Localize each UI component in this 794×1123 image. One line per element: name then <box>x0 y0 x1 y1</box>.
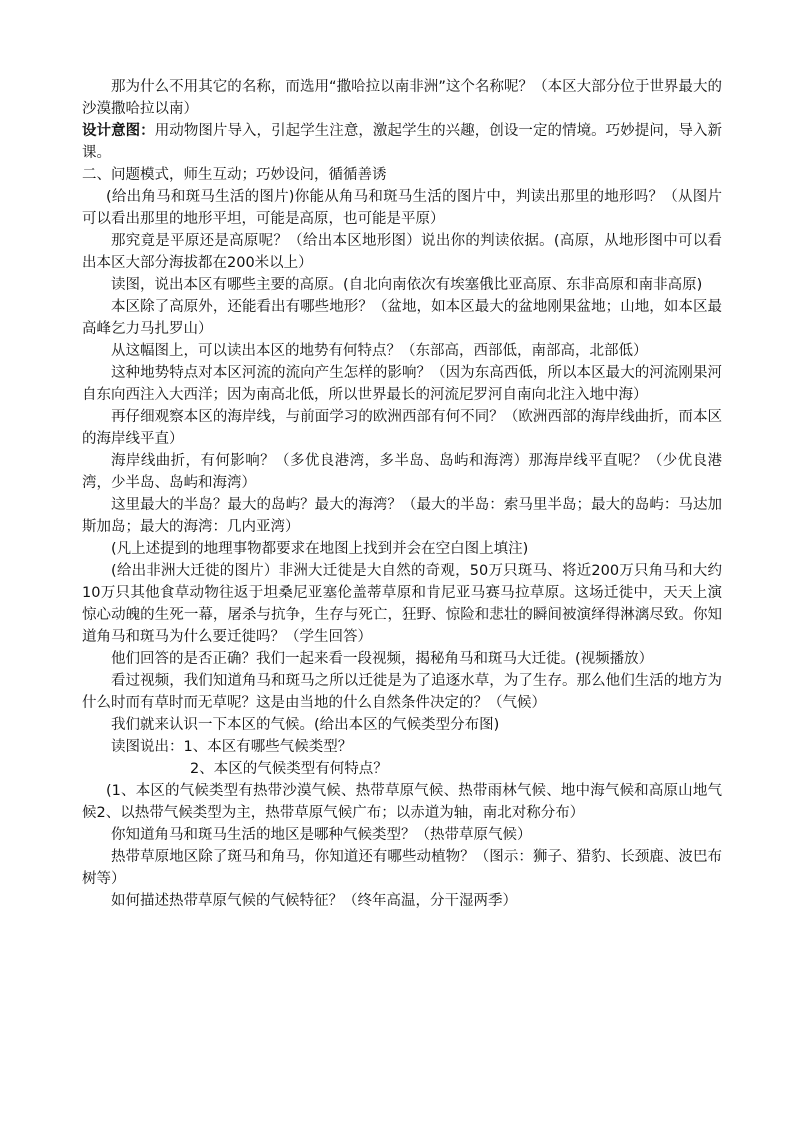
paragraph: 如何描述热带草原气候的气候特征？（终年高温，分干湿两季） <box>111 893 517 909</box>
paragraph: 本区除了高原外，还能看出有哪些地形？（盆地，如本区最大的盆地刚果盆地；山地，如本区最高峰乞力马扎罗山） <box>82 299 722 337</box>
paragraph: 看过视频，我们知道角马和斑马之所以迁徙是为了追逐水草，为了生存。那么他们生活的地方为什么时而有草时而无草呢？这是由当地的什么自然条件决定的？（气候） <box>82 673 722 711</box>
paragraph: 那究竟是平原还是高原呢？（给出本区地形图）说出你的判读依据。(高原，从地形图中可以看出本区大部分海拔都在200米以上） <box>82 233 722 271</box>
paragraph: 读图，说出本区有哪些主要的高原。(自北向南依次有埃塞俄比亚高原、东非高原和南非高原) <box>111 277 703 293</box>
question-item: 读图说出：1、本区有哪些气候类型？ <box>111 739 353 755</box>
paragraph: 这里最大的半岛？最大的岛屿？最大的海湾？（最大的半岛：索马里半岛；最大的岛屿：马达加斯加岛；最大的海湾：几内亚湾） <box>82 497 722 535</box>
paragraph: 他们回答的是否正确？我们一起来看一段视频，揭秘角马和斑马大迁徙。(视频播放） <box>111 651 654 667</box>
question-item: 2、本区的气候类型有何特点？ <box>190 761 388 777</box>
paragraph: (1、本区的气候类型有热带沙漠气候、热带草原气候、热带雨林气候、地中海气候和高原山地气候2、以热带气候类型为主，热带草原气候广布；以赤道为轴，南北对称分布） <box>82 783 722 821</box>
paragraph: (给出非洲大迁徙的图片）非洲大迁徙是大自然的奇观，50万只斑马、将近200万只角马和大约10万只其他食草动物往返于坦桑尼亚塞伦盖蒂草原和肯尼亚马赛马拉草原。这场迁徙中，天天上演惊心动魄的生死一幕，屠杀与抗争，生存与死亡，狂野、惊险和悲壮的瞬间被演绎得淋漓尽致。你知道角马和斑马为什么要迁徙吗？（学生回答） <box>82 563 722 645</box>
paragraph: 我们就来认识一下本区的气候。(给出本区的气候类型分布图) <box>111 717 500 733</box>
paragraph: 海岸线曲折，有何影响？（多优良港湾，多半岛、岛屿和海湾）那海岸线平直呢？（少优良港湾，少半岛、岛屿和海湾） <box>82 453 722 491</box>
paragraph: 热带草原地区除了斑马和角马，你知道还有哪些动植物？（图示：狮子、猎豹、长颈鹿、波巴布树等） <box>82 849 722 887</box>
design-intent-text: 用动物图片导入，引起学生注意，激起学生的兴趣，创设一定的情境。巧妙提问，导入新课。 <box>82 123 722 161</box>
paragraph: 再仔细观察本区的海岸线，与前面学习的欧洲西部有何不同？（欧洲西部的海岸线曲折，而本区的海岸线平直） <box>82 409 722 447</box>
paragraph: 这种地势特点对本区河流的流向产生怎样的影响？（因为东高西低，所以本区最大的河流刚果河自东向西注入大西洋；因为南高北低，所以世界最长的河流尼罗河自南向北注入地中海） <box>82 365 722 403</box>
paragraph: 你知道角马和斑马生活的地区是哪种气候类型？（热带草原气候） <box>111 827 532 843</box>
paragraph: 那为什么不用其它的名称，而选用“撒哈拉以南非洲”这个名称呢？（本区大部分位于世界最大的沙漠撒哈拉以南） <box>82 79 722 117</box>
section-heading: 二、问题模式，师生互动；巧妙设问，循循善诱 <box>82 167 387 183</box>
paragraph: 从这幅图上，可以读出本区的地势有何特点？（东部高，西部低，南部高，北部低） <box>111 343 648 359</box>
design-intent-paragraph <box>82 120 722 164</box>
paragraph: (凡上述提到的地理事物都要求在地图上找到并会在空白图上填注) <box>111 541 529 557</box>
document-body <box>82 76 722 912</box>
design-intent-label: 设计意图： <box>82 123 155 139</box>
paragraph: (给出角马和斑马生活的图片)你能从角马和斑马生活的图片中，判读出那里的地形吗？（从图片可以看出那里的地形平坦，可能是高原，也可能是平原） <box>82 189 722 227</box>
